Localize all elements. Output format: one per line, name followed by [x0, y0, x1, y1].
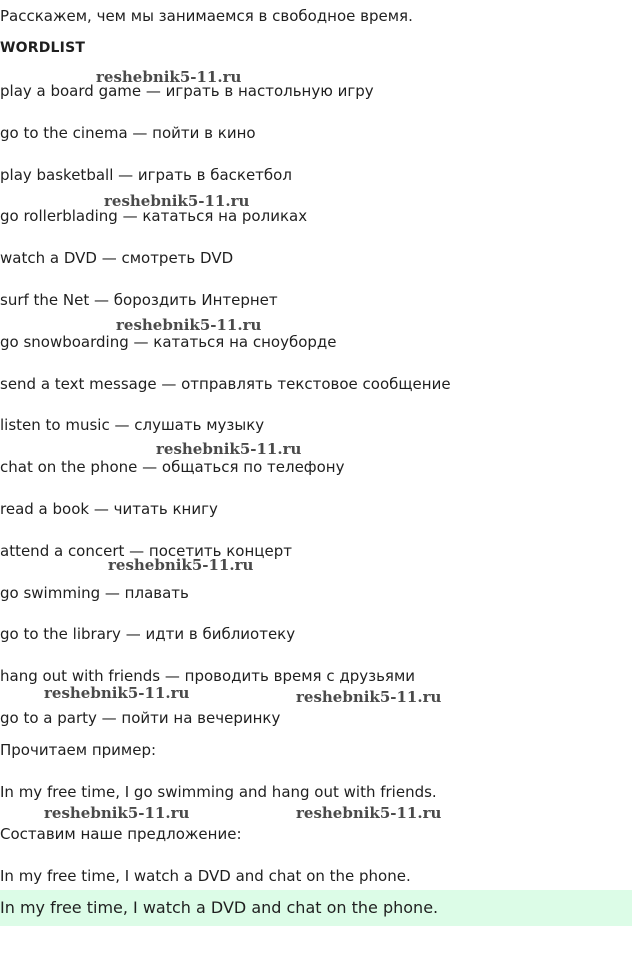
watermark: reshebnik5-11.ru: [116, 316, 262, 334]
word-item: watch a DVD — смотреть DVD: [0, 249, 234, 267]
answer-text: In my free time, I watch a DVD and chat on the phone.: [0, 898, 439, 917]
our-sentence: In my free time, I watch a DVD and chat on the phone.: [0, 867, 411, 885]
word-item: go swimming — плавать: [0, 584, 189, 602]
word-item: go to a party — пойти на вечеринку: [0, 709, 281, 727]
word-item: read a book — читать книгу: [0, 500, 218, 518]
example-label: Прочитаем пример:: [0, 741, 157, 759]
watermark: reshebnik5-11.ru: [156, 440, 302, 458]
example-sentence: In my free time, I go swimming and hang out with friends.: [0, 783, 437, 801]
watermark: reshebnik5-11.ru: [296, 804, 442, 822]
word-item: go rollerblading — кататься на роликах: [0, 207, 308, 225]
watermark: reshebnik5-11.ru: [104, 192, 250, 210]
compose-label: Составим наше предложение:: [0, 825, 242, 843]
word-item: go snowboarding — кататься на сноуборде: [0, 333, 337, 351]
word-item: listen to music — слушать музыку: [0, 416, 265, 434]
word-item: go to the library — идти в библиотеку: [0, 625, 296, 643]
word-item: go to the cinema — пойти в кино: [0, 124, 256, 142]
word-item: send a text message — отправлять текстовое сообщение: [0, 375, 451, 393]
word-item: attend a concert — посетить концерт: [0, 542, 292, 560]
intro-text: Расскажем, чем мы занимаемся в свободное время.: [0, 7, 413, 25]
word-item: chat on the phone — общаться по телефону: [0, 458, 345, 476]
watermark: reshebnik5-11.ru: [296, 688, 442, 706]
word-item: play basketball — играть в баскетбол: [0, 166, 292, 184]
word-item: surf the Net — бороздить Интернет: [0, 291, 278, 309]
answer-box: [0, 890, 632, 926]
watermark: reshebnik5-11.ru: [44, 684, 190, 702]
wordlist-heading: WORDLIST: [0, 40, 86, 56]
watermark: reshebnik5-11.ru: [96, 68, 242, 86]
watermark: reshebnik5-11.ru: [44, 804, 190, 822]
watermark: reshebnik5-11.ru: [108, 556, 254, 574]
word-item: hang out with friends — проводить время с друзьями: [0, 667, 416, 685]
word-item: play a board game — играть в настольную игру: [0, 82, 374, 100]
